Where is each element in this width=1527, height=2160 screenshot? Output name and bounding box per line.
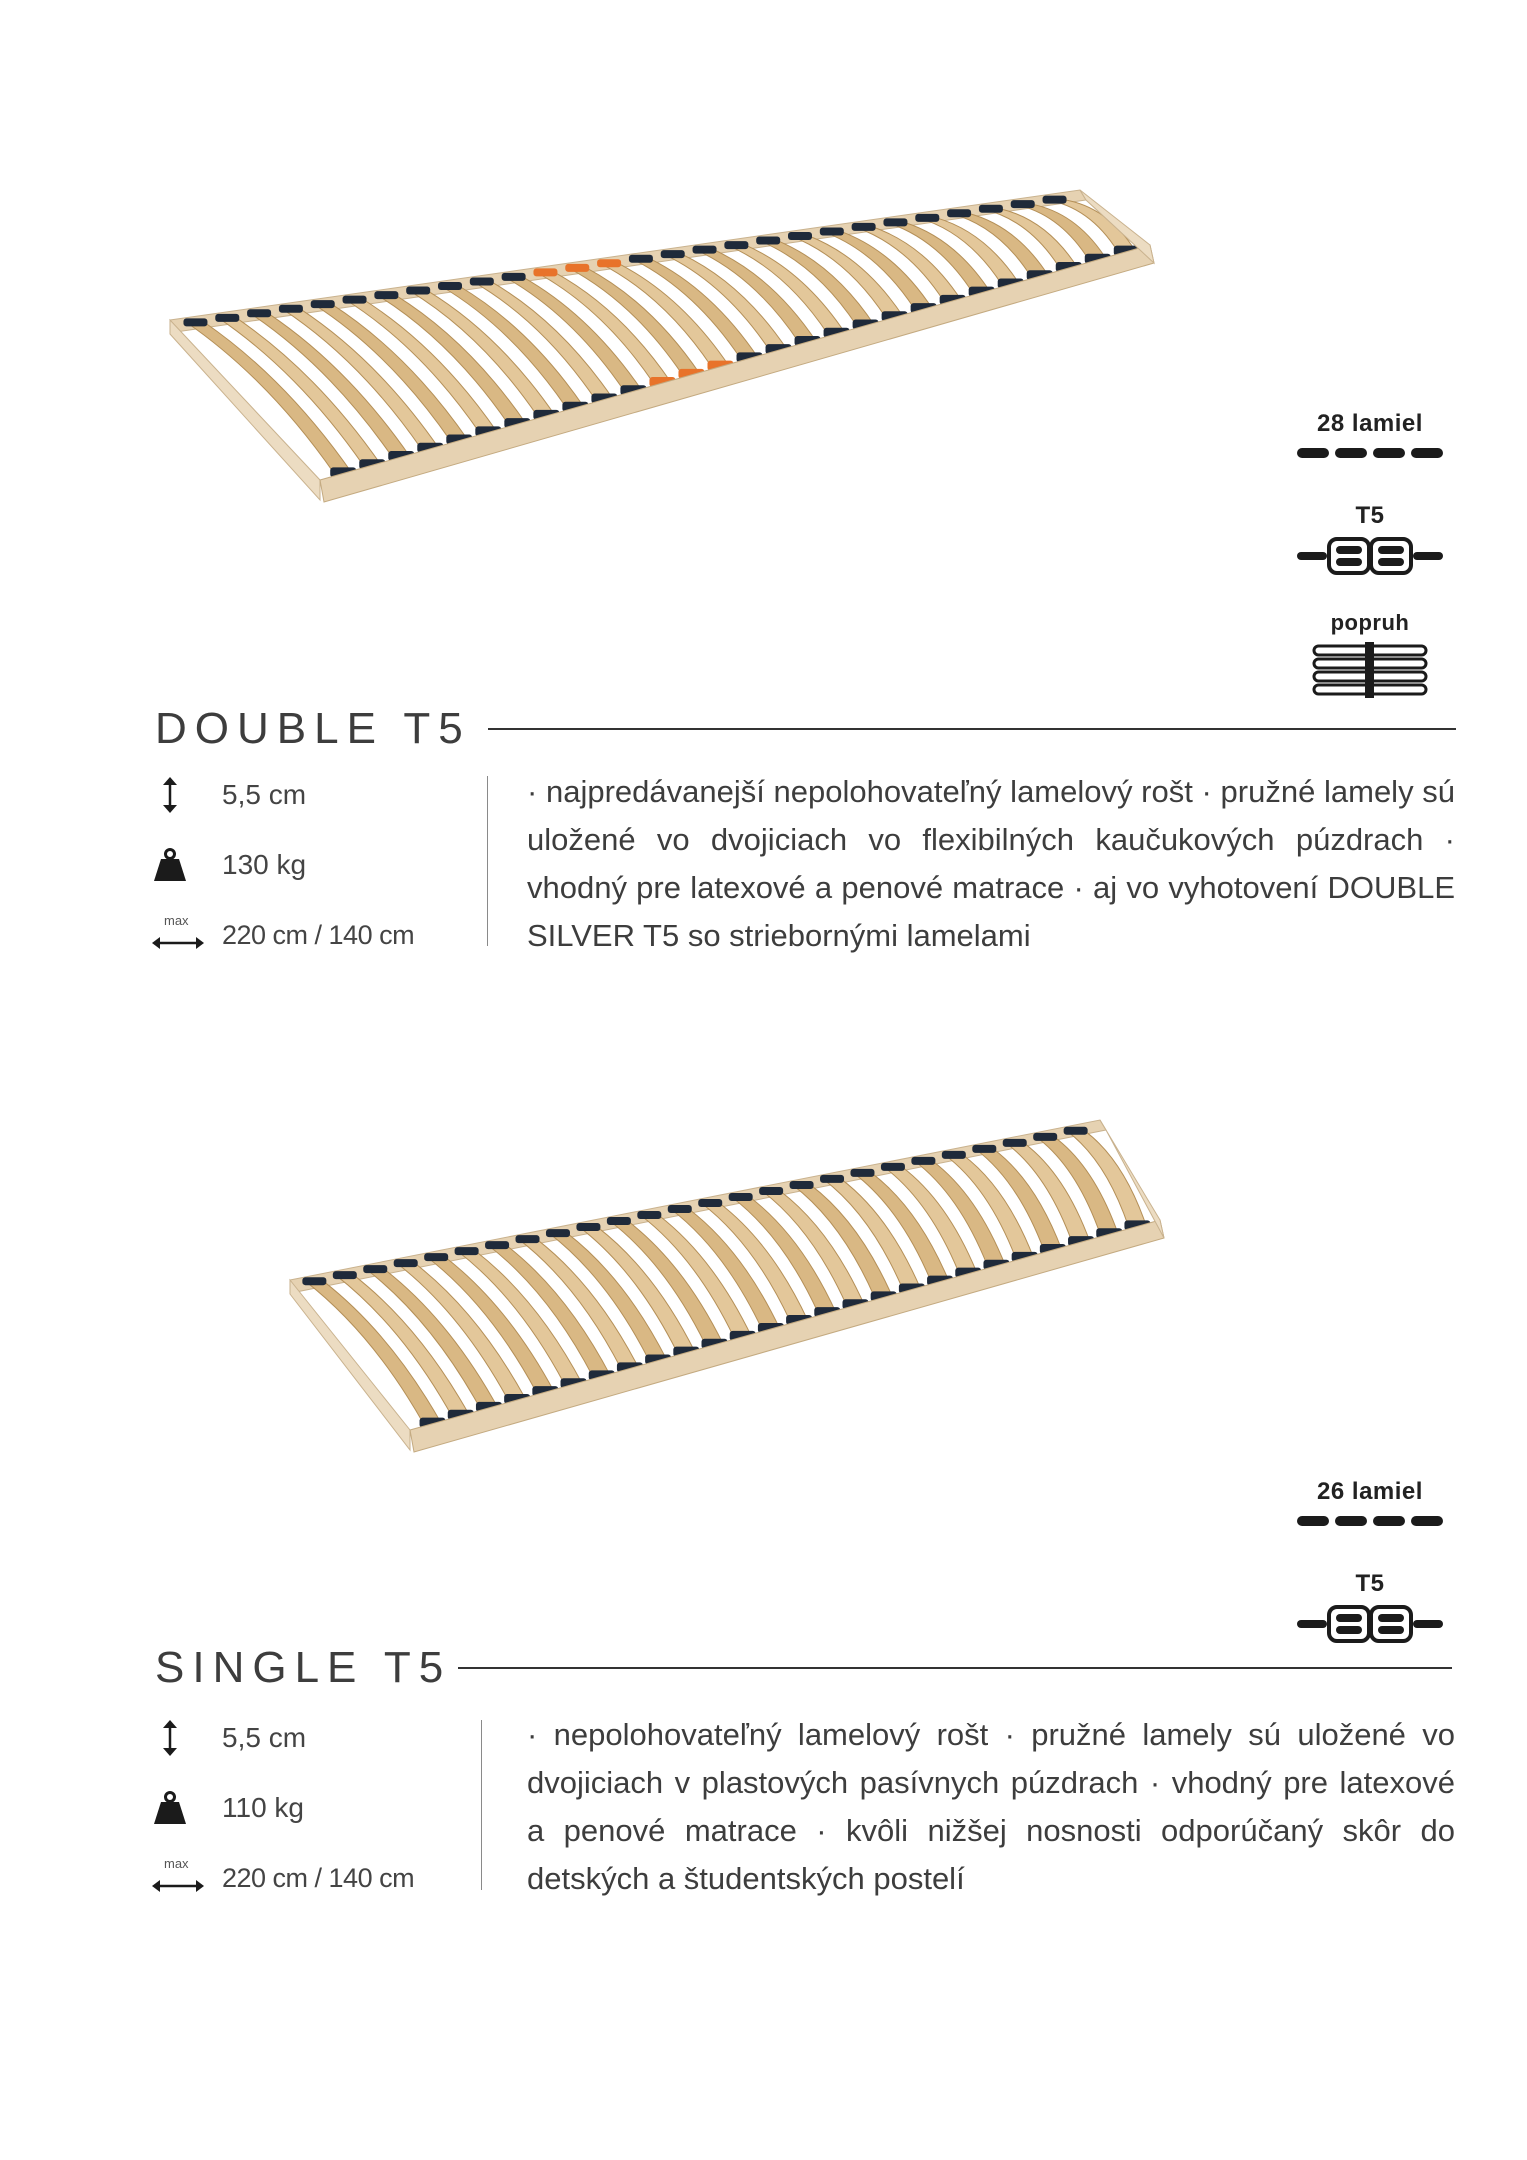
slat-holder	[333, 1271, 357, 1279]
slat-holder	[343, 296, 367, 304]
product-description: · nepolohovateľný lamelový rošt · pružné lamely sú uložené vo dvojiciach v plastových pasívnych púzdrach · vhodný pre latexové a penové matrace · kvôli nižšej nosnosti odporúčaný skôr do detských a študentských postelí	[527, 1717, 1455, 1896]
slat-holder	[942, 1151, 966, 1159]
slat-holder	[302, 1277, 326, 1285]
spec-value: 220 cm / 140 cm	[222, 1862, 415, 1893]
spec-max-size	[150, 1853, 414, 1903]
height-arrows-icon	[150, 1718, 210, 1758]
slat-holder	[1033, 1133, 1057, 1141]
max-label: max	[164, 1856, 189, 1871]
product-title: DOUBLE T5	[155, 704, 471, 753]
slat-holder	[850, 1169, 874, 1177]
height-arrows-icon	[150, 775, 210, 815]
badge-label: T5	[1355, 502, 1385, 529]
slat-holder	[947, 209, 971, 217]
spec-height	[150, 1713, 306, 1763]
weight-icon	[150, 1788, 210, 1828]
slat-holder	[629, 255, 653, 263]
badge-slat-count	[1290, 410, 1450, 462]
slat-holder	[852, 223, 876, 231]
slat-holder	[470, 277, 494, 285]
slat-holder	[406, 287, 430, 295]
title-rule	[458, 1667, 1452, 1669]
slat-holder	[183, 318, 207, 326]
slat-holder	[1011, 200, 1035, 208]
slat-holder	[1043, 196, 1067, 204]
slat-holder	[485, 1241, 509, 1249]
slat-holder	[215, 314, 239, 322]
slat-holder	[1003, 1139, 1027, 1147]
slat-holder	[668, 1205, 692, 1213]
slat-holder	[820, 1175, 844, 1183]
slat-holder	[637, 1211, 661, 1219]
slat-holder	[279, 305, 303, 313]
product-description: · najpredávanejší nepolohovateľný lamelový rošt · pružné lamely sú uložené vo dvojiciach vo flexibilných kaučukových púzdrach · vhodný pre latexové a penové matrace · aj vo vyhotovení DOUBLE SILVER T5 so striebornými lamelami	[527, 774, 1455, 953]
spec-height	[150, 770, 306, 820]
max-label: max	[164, 913, 189, 928]
slat-holder	[788, 232, 812, 240]
slatted-frame-photo-double	[150, 150, 1340, 670]
slat-holder	[661, 250, 685, 258]
slat-holder	[546, 1229, 570, 1237]
spec-max-size	[150, 910, 414, 960]
slat-holder	[607, 1217, 631, 1225]
badge-label: 26 lamiel	[1317, 1478, 1423, 1505]
slat-holder	[455, 1247, 479, 1255]
slat-holder	[424, 1253, 448, 1261]
slat-holder	[502, 273, 526, 281]
slat-holder	[759, 1187, 783, 1195]
badge-label: 28 lamiel	[1317, 410, 1423, 437]
slat-holder	[820, 227, 844, 235]
strap-icon	[1310, 642, 1430, 698]
slat-count-icon	[1295, 1512, 1445, 1530]
slat-holder	[533, 268, 557, 276]
spec-value: 110 kg	[222, 1792, 304, 1823]
spec-value: 5,5 cm	[222, 1722, 307, 1753]
t5-holder-icon	[1295, 536, 1445, 576]
title-rule	[488, 728, 1456, 730]
badge-t5	[1290, 502, 1450, 576]
slat-holder	[698, 1199, 722, 1207]
badge-label: T5	[1355, 1570, 1385, 1597]
slat-holder	[1064, 1127, 1088, 1135]
slat-holder	[911, 1157, 935, 1165]
slat-holder	[979, 205, 1003, 213]
spec-weight	[150, 1783, 304, 1833]
slat-holder	[374, 291, 398, 299]
slat-holder	[438, 282, 462, 290]
slat-holder	[881, 1163, 905, 1171]
slat-holder	[394, 1259, 418, 1267]
slat-holder	[883, 218, 907, 226]
badge-strap	[1290, 610, 1450, 698]
weight-icon	[150, 845, 210, 885]
spec-value: 130 kg	[222, 849, 307, 880]
max-length-icon	[150, 1858, 210, 1898]
slat-holder	[972, 1145, 996, 1153]
slat-holder	[915, 214, 939, 222]
spec-value: 5,5 cm	[222, 779, 307, 810]
slat-holder	[516, 1235, 540, 1243]
slat-holder	[576, 1223, 600, 1231]
badge-slat-count	[1290, 1478, 1450, 1530]
product-title: SINGLE T5	[155, 1643, 452, 1692]
slat-holder	[790, 1181, 814, 1189]
slatted-frame-photo-single	[240, 1100, 1390, 1640]
slat-holder	[565, 264, 589, 272]
slat-holder	[724, 241, 748, 249]
t5-holder-icon	[1295, 1604, 1445, 1644]
spec-value: 220 cm / 140 cm	[222, 919, 415, 950]
badge-t5	[1290, 1570, 1450, 1644]
spec-divider	[487, 776, 488, 946]
spec-divider	[481, 1720, 482, 1890]
max-length-icon	[150, 915, 210, 955]
slat-holder	[311, 300, 335, 308]
slat-holder	[597, 259, 621, 267]
slat-count-icon	[1295, 444, 1445, 462]
slat-holder	[756, 237, 780, 245]
slat-holder	[729, 1193, 753, 1201]
slat-holder	[693, 246, 717, 254]
badge-label: popruh	[1330, 610, 1410, 635]
slat-holder	[363, 1265, 387, 1273]
spec-weight	[150, 840, 306, 890]
slat-holder	[247, 309, 271, 317]
